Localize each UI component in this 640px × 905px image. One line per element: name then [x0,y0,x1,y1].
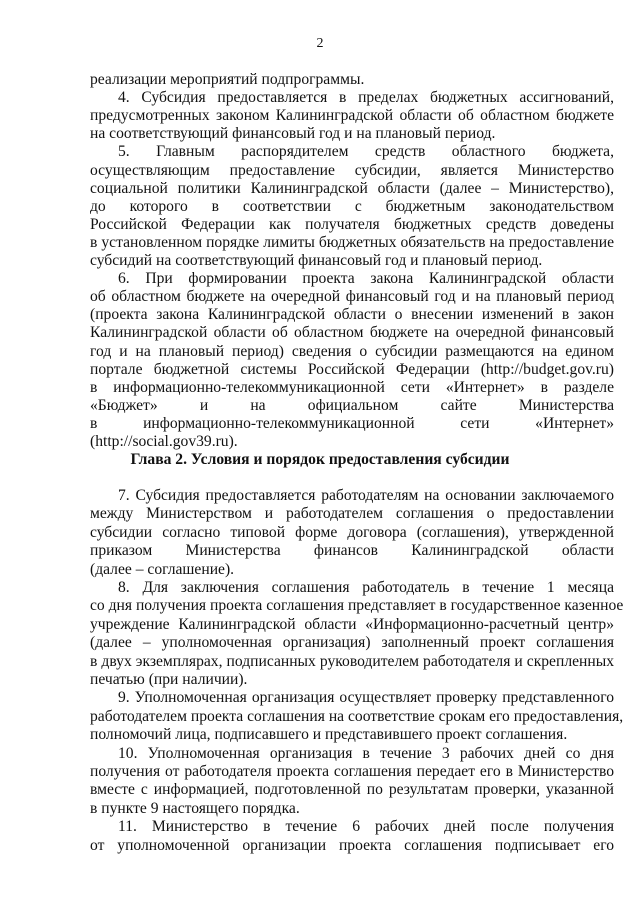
text-line: полномочий лица, подписавшего и представившего проект соглашения. [90,726,568,744]
text-line: печатью (при наличии). [90,671,248,688]
text-line: на соответствующий финансовый год и на плановый период. [90,125,496,143]
text-line: 11. Министерство в течение 6 рабочих дней после получения [118,818,614,836]
text-line: предусмотренных законом Калининградской области об областном бюджете [90,107,614,125]
text-line: в информационно-телекоммуникационной сети «Интернет» в разделе [90,378,614,396]
text-line: 6. При формировании проекта закона Калининградской области [118,270,614,288]
text-line: 7. Субсидия предоставляется работодателям на основании заключаемого [118,487,614,504]
text-line: до которого в соответствии с бюджетным законодательством [90,197,614,215]
text-line: в установленном порядке лимиты бюджетных обязательств на предоставление [90,233,614,251]
text-line: вместе с информацией, подготовленной по результатам проверки, указанной [90,781,614,799]
text-line: реализации мероприятий подпрограммы. [90,71,365,88]
text-line: (далее – уполномоченная организация) заполненный проект соглашения [90,634,614,652]
text-line: социальной политики Калининградской области (далее – Министерство), [90,179,614,197]
text-line: (далее – соглашение). [90,560,235,578]
text-line: 9. Уполномоченная организация осуществляет проверку представленного [118,689,614,707]
text-line: получения от работодателя проекта соглашения передает его в Министерство [90,763,614,780]
text-line: субсидии согласно типовой форме договора (соглашения), утвержденной [90,523,614,541]
text-line: год и на плановый период) сведения о субсидии размещаются на едином [90,342,614,360]
text-line: в информационно-телекоммуникационной сети «Интернет» [90,414,614,432]
text-line: учреждение Калининградской области «Информационно-расчетный центр» [90,615,614,633]
text-line: портале бюджетной системы Российской Федерации (http://budget.gov.ru) [90,360,614,378]
text-line: (http://social.gov39.ru). [90,433,238,450]
text-line: 4. Субсидия предоставляется в пределах бюджетных ассигнований, [118,89,614,107]
text-line: от уполномоченной организации проекта соглашения подписывает его [90,836,614,854]
text-line: Калининградской области об областном бюджете на очередной финансовый [90,324,614,342]
chapter-heading: Глава 2. Условия и порядок предоставления субсидии [130,451,510,468]
text-line: в пункте 9 настоящего порядка. [90,799,300,817]
text-line: приказом Министерства финансов Калининградской области [90,542,614,560]
text-line: Российской Федерации как получателя бюджетных средств доведены [90,215,614,233]
text-line: об областном бюджете на очередной финансовый год и на плановый период [90,288,614,306]
text-line: между Министерством и работодателем соглашения о предоставлении [90,505,614,523]
text-line: «Бюджет» и на официальном сайте Министерства [90,396,614,414]
text-line: 5. Главным распорядителем средств областного бюджета, [118,143,614,161]
text-line: работодателем проекта соглашения на соответствие срокам его предоставления, [90,707,624,725]
text-line: со дня получения проекта соглашения представляет в государственное казенное [90,597,624,615]
text-line: субсидий на соответствующий финансовый год и плановый период. [90,252,543,269]
text-line: (проекта закона Калининградской области о внесении изменений в закон [90,306,614,324]
text-line: осуществляющим предоставление субсидии, является Министерство [90,161,614,179]
text-line: 8. Для заключения соглашения работодатель в течение 1 месяца [118,579,614,596]
page-number: 2 [316,36,324,51]
text-line: в двух экземплярах, подписанных руководителем работодателя и скрепленных [90,652,614,670]
text-line: 10. Уполномоченная организация в течение 3 рабочих дней со дня [118,744,614,762]
